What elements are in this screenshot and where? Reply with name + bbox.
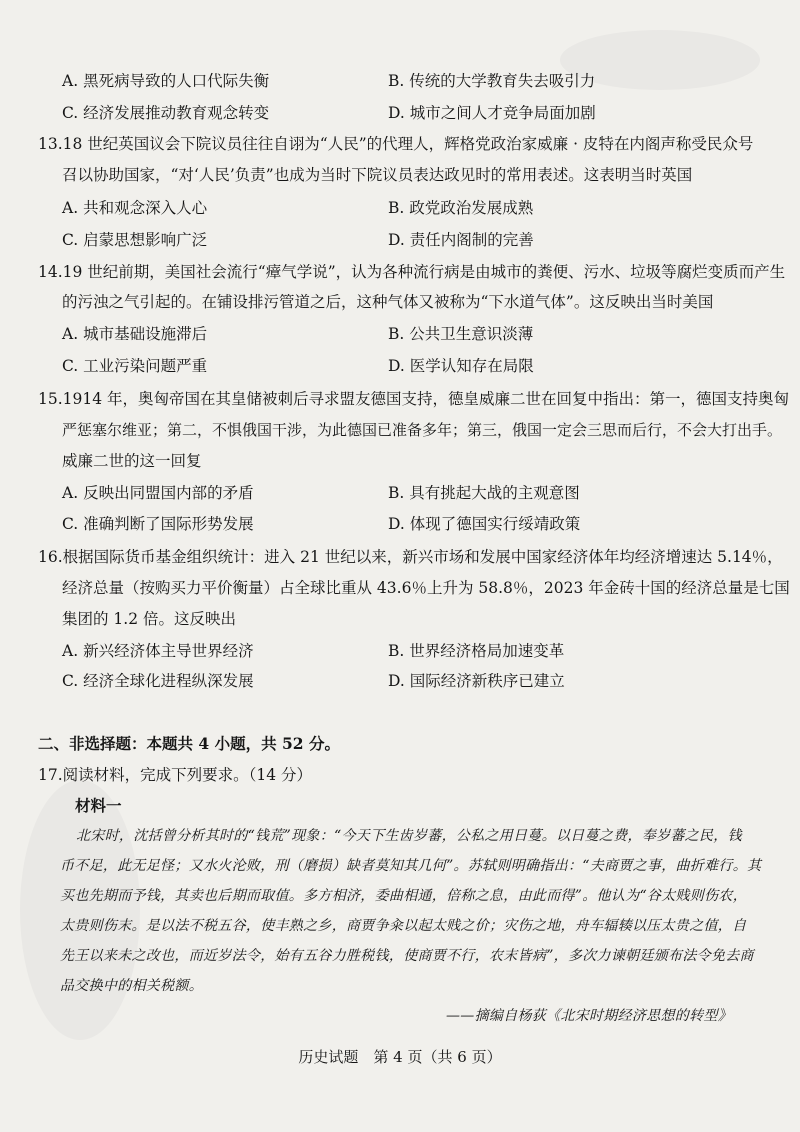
material-line: 太贵则伤末。是以法不税五谷，使丰熟之乡，商贾争籴以起太贱之价；灾伤之地，舟车辐辏以压太贵之值，自 [60, 918, 747, 934]
q14-stem-line: 的污浊之气引起的。在铺设排污管道之后，这种气体又被称为“下水道气体”。这反映出当时美国 [62, 293, 714, 311]
q15-option-b: B. 具有挑起大战的主观意图 [388, 484, 580, 502]
q16-stem-line: 16.根据国际货币基金组织统计：进入 21 世纪以来，新兴市场和发展中国家经济体年均经济增速达 5.14％， [38, 548, 783, 566]
material-line: 买也先期而予钱，其卖也后期而取值。多方相济，委曲相通，倍称之息，由此而得”。他认为“谷太贱则伤农， [60, 888, 748, 904]
material-line: 北宋时，沈括曾分析其时的“钱荒”现象：“今天下生齿岁蕃，公私之用日蔓。以日蔓之费，奉岁蕃之民，钱 [76, 828, 742, 844]
material-title: 材料一 [75, 796, 122, 815]
scan-smudge [20, 780, 140, 1040]
q15-stem-line: 严惩塞尔维亚；第二，不惧俄国干涉，为此德国已准备多年；第三，俄国一定会三思而后行，不会大打出手。 [62, 421, 783, 439]
q14-option-b: B. 公共卫生意识淡薄 [388, 325, 534, 343]
q13-option-a: A. 共和观念深入人心 [62, 199, 208, 217]
q15-option-c: C. 准确判断了国际形势发展 [62, 515, 254, 533]
q12-option-d: D. 城市之间人才竞争局面加剧 [388, 104, 596, 122]
q15-stem-line: 威廉二世的这一回复 [62, 452, 202, 470]
q16-option-b: B. 世界经济格局加速变革 [388, 642, 565, 660]
q16-stem-line: 集团的 1.2 倍。这反映出 [62, 610, 237, 628]
q13-stem-line: 13.18 世纪英国议会下院议员往往自诩为“人民”的代理人，辉格党政治家威廉 · 皮特在内阁声称受民众号 [38, 135, 754, 153]
page-footer: 历史试题 第 4 页（共 6 页） [298, 1048, 502, 1066]
material-line: 品交换中的相关税额。 [60, 978, 203, 994]
q13-option-d: D. 责任内阁制的完善 [388, 231, 534, 249]
q14-option-a: A. 城市基础设施滞后 [62, 325, 208, 343]
q13-option-b: B. 政党政治发展成熟 [388, 199, 534, 217]
q14-option-d: D. 医学认知存在局限 [388, 357, 534, 375]
q16-stem-line: 经济总量（按购买力平价衡量）占全球比重从 43.6％上升为 58.8％，2023 年金砖十国的经济总量是七国 [62, 579, 790, 597]
q15-stem-line: 15.1914 年，奥匈帝国在其皇储被刺后寻求盟友德国支持，德皇威廉二世在回复中指出：第一，德国支持奥匈 [38, 390, 790, 408]
material-line: 币不足，此无足怪；又水火沦败，刑（磨损）缺者莫知其几何”。苏轼则明确指出：“夫商贾之事，曲折难行。其 [60, 858, 762, 874]
q14-option-c: C. 工业污染问题严重 [62, 357, 208, 375]
q15-option-a: A. 反映出同盟国内部的矛盾 [62, 484, 254, 502]
q12-option-c: C. 经济发展推动教育观念转变 [62, 104, 270, 122]
q12-option-b: B. 传统的大学教育失去吸引力 [388, 72, 596, 90]
section-title: 二、非选择题：本题共 4 小题，共 52 分。 [38, 734, 340, 753]
material-line: 先王以来未之改也，而近岁法令，始有五谷力胜税钱，使商贾不行，农末皆病”，多次力谏朝廷颁布法令免去商 [60, 948, 754, 964]
q13-option-c: C. 启蒙思想影响广泛 [62, 231, 208, 249]
q17-stem: 17.阅读材料，完成下列要求。（14 分） [38, 766, 313, 784]
q16-option-d: D. 国际经济新秩序已建立 [388, 672, 565, 690]
q12-option-a: A. 黑死病导致的人口代际失衡 [62, 72, 270, 90]
q16-option-c: C. 经济全球化进程纵深发展 [62, 672, 254, 690]
material-source: ——摘编自杨荻《北宋时期经济思想的转型》 [446, 1008, 732, 1024]
q15-option-d: D. 体现了德国实行绥靖政策 [388, 515, 581, 533]
q16-option-a: A. 新兴经济体主导世界经济 [62, 642, 254, 660]
q13-stem-line: 召以协助国家，“对‘人民’负责”也成为当时下院议员表达政见时的常用表述。这表明当时英国 [62, 166, 693, 184]
q14-stem-line: 14.19 世纪前期，美国社会流行“瘴气学说”，认为各种流行病是由城市的粪便、污水、垃圾等腐烂变质而产生 [38, 263, 786, 281]
